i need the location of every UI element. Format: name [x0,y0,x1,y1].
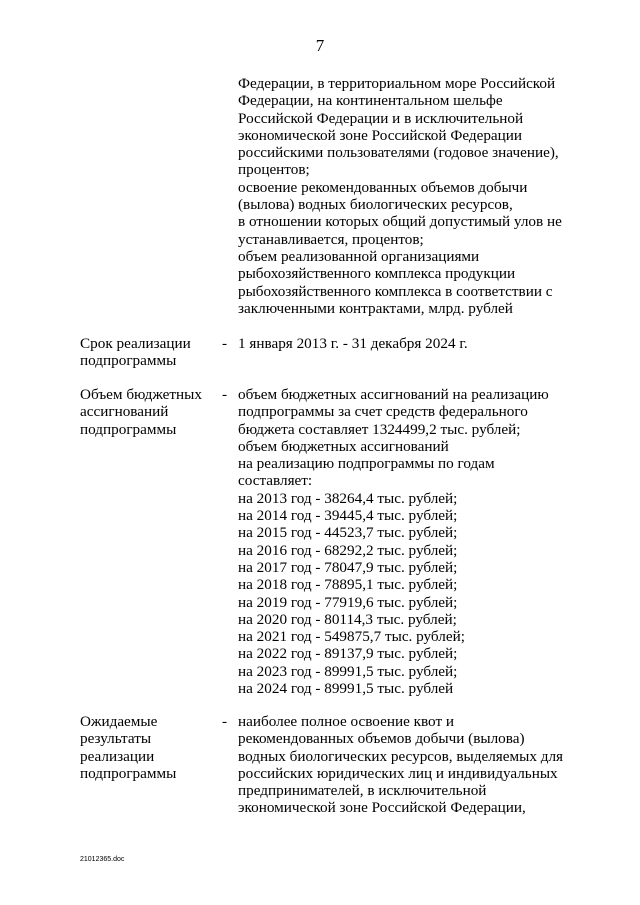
document-filename: 21012365.doc [80,856,125,863]
row-dash: - [222,713,228,730]
value-line: на 2019 год - 77919,6 тыс. рублей; [238,593,458,611]
value-line: на 2014 год - 39445,4 тыс. рублей; [238,507,458,525]
row-dash: - [222,335,228,352]
text-line: заключенными контрактами, млрд. рублей [238,299,513,317]
row-label [80,335,220,370]
text-line: российскими пользователями (годовое значение), [238,144,559,162]
value-line: на 2015 год - 44523,7 тыс. рублей; [238,524,458,542]
value-line: объем бюджетных ассигнований на реализацию [238,386,549,403]
value-line: водных биологических ресурсов, выделяемых для [238,747,564,765]
continuation-text [238,75,578,317]
value-line: составляет: [238,472,313,490]
text-line: объем реализованной организациями [238,247,480,265]
text-line: Российской Федерации и в исключительной [238,109,524,127]
text-line: в отношении которых общий допустимый улов не [238,213,562,231]
label-line: результаты [80,730,152,748]
text-line: Федерации, в территориальном море Российской [238,75,556,92]
row-value [238,713,598,817]
value-line: предпринимателей, в исключительной [238,782,487,800]
page-number: 7 [315,36,325,55]
row-label [80,386,220,438]
value-line: на реализацию подпрограммы по годам [238,455,495,473]
row-dash: - [222,386,228,403]
value-line: на 2016 год - 68292,2 тыс. рублей; [238,541,458,559]
value-line: 1 января 2013 г. - 31 декабря 2024 г. [238,335,468,352]
value-line: на 2018 год - 78895,1 тыс. рублей; [238,576,458,594]
value-line: рекомендованных объемов добычи (вылова) [238,730,525,748]
label-line: подпрограммы [80,764,177,782]
label-line: подпрограммы [80,420,177,438]
row-value [238,386,598,697]
value-line: на 2022 год - 89137,9 тыс. рублей; [238,645,458,663]
text-line: устанавливается, процентов; [238,230,424,248]
text-line: экономической зоне Российской Федерации [238,126,523,144]
value-line: объем бюджетных ассигнований [238,437,449,455]
text-line: рыбохозяйственного комплекса продукции [238,265,516,283]
label-line: ассигнований [80,403,169,421]
label-line: Ожидаемые [80,713,158,730]
value-line: на 2020 год - 80114,3 тыс. рублей; [238,610,457,628]
value-line: на 2023 год - 89991,5 тыс. рублей; [238,662,458,680]
value-line: подпрограммы за счет средств федерального [238,403,528,421]
value-line: наиболее полное освоение квот и [238,713,455,730]
row-label [80,713,220,782]
text-line: процентов; [238,161,310,179]
value-line: на 2017 год - 78047,9 тыс. рублей; [238,558,458,576]
text-line: рыбохозяйственного комплекса в соответствии с [238,282,553,300]
value-line: экономической зоне Российской Федерации, [238,799,526,817]
label-line: подпрограммы [80,352,177,370]
value-line: бюджета составляет 1324499,2 тыс. рублей; [238,420,521,438]
text-line: освоение рекомендованных объемов добычи [238,178,528,196]
text-line: Федерации, на континентальном шельфе [238,92,503,110]
value-line: российских юридических лиц и индивидуальных [238,764,558,782]
row-value [238,335,598,352]
value-line: на 2013 год - 38264,4 тыс. рублей; [238,489,458,507]
text-line: (вылова) водных биологических ресурсов, [238,196,513,214]
value-line: на 2024 год - 89991,5 тыс. рублей [238,680,454,698]
label-line: Срок реализации [80,335,191,352]
value-line: на 2021 год - 549875,7 тыс. рублей; [238,628,465,646]
label-line: Объем бюджетных [80,386,202,403]
label-line: реализации [80,747,155,765]
